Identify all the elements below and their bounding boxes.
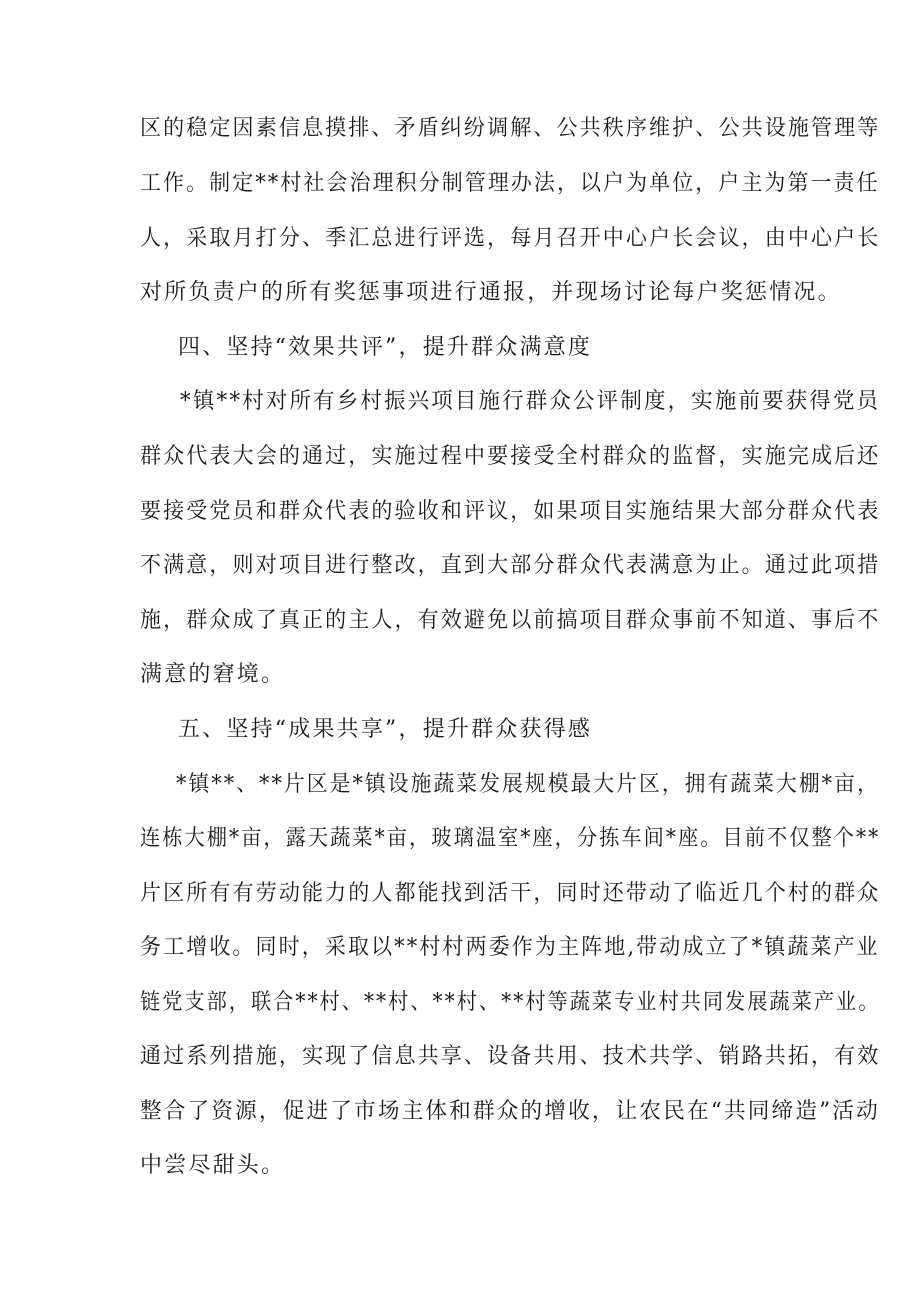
body-text-line: *镇**村对所有乡村振兴项目施行群众公评制度，实施前要获得党员 xyxy=(180,389,881,414)
body-text-line: *镇**、**片区是*镇设施蔬菜发展规模最大片区，拥有蔬菜大棚*亩， xyxy=(176,772,880,797)
body-text-line: 通过系列措施，实现了信息共享、设备共用、技术共学、销路共拓，有效 xyxy=(140,1044,881,1069)
body-text-line: 链党支部，联合**村、**村、**村、**村等蔬菜专业村共同发展蔬菜产业。 xyxy=(140,990,881,1015)
body-text-line: 对所负责户的所有奖惩事项进行通报，并现场讨论每户奖惩情况。 xyxy=(140,280,842,305)
body-text-line: 不满意，则对项目进行整改，直到大部分群众代表满意为止。通过此项措 xyxy=(140,553,881,578)
body-text-line: 工作。制定**村社会治理积分制管理办法，以户为单位，户主为第一责任 xyxy=(140,171,880,196)
body-text-line: 区的稳定因素信息摸排、矛盾纠纷调解、公共秩序维护、公共设施管理等 xyxy=(140,116,881,141)
body-text-line: 满意的窘境。 xyxy=(140,662,286,687)
body-text-line: 连栋大棚*亩，露天蔬菜*亩，玻璃温室*座，分拣车间*座。目前不仅整个** xyxy=(140,826,881,851)
section-heading-4: 四、坚持“效果共评”，提升群众满意度 xyxy=(178,335,593,360)
section-heading-5: 五、坚持“成果共享”，提升群众获得感 xyxy=(178,717,593,742)
body-text-line: 要接受党员和群众代表的验收和评议，如果项目实施结果大部分群众代表 xyxy=(140,499,881,524)
body-text-line: 群众代表大会的通过，实施过程中要接受全村群众的监督，实施完成后还 xyxy=(140,444,881,469)
body-text-line: 务工增收。同时，采取以**村村两委作为主阵地,带动成立了*镇蔬菜产业 xyxy=(140,935,880,960)
body-text-line: 片区所有有劳动能力的人都能找到活干，同时还带动了临近几个村的群众 xyxy=(140,881,881,906)
body-text-line: 施，群众成了真正的主人，有效避免以前搞项目群众事前不知道、事后不 xyxy=(140,608,881,633)
body-text-line: 人，采取月打分、季汇总进行评选，每月召开中心户长会议，由中心户长 xyxy=(140,226,881,251)
body-text-line: 中尝尽甜头。 xyxy=(140,1153,286,1178)
body-text-line: 整合了资源，促进了市场主体和群众的增收，让农民在“共同缔造”活动 xyxy=(140,1099,880,1124)
